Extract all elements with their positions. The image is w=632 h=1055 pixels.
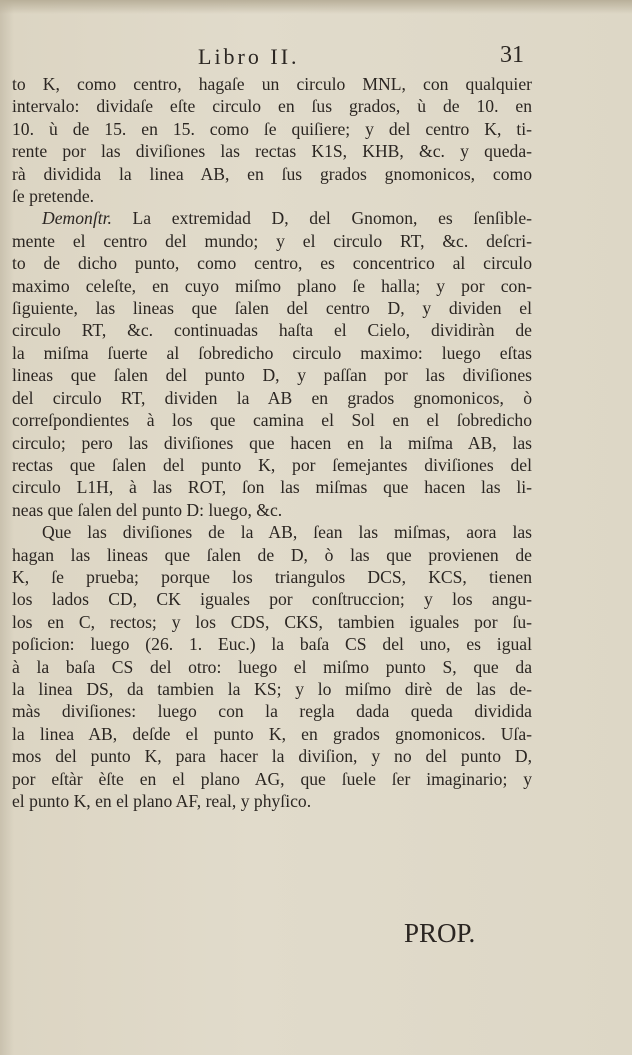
catchword: PROP. [404,918,476,948]
paragraph-first-line [12,207,532,229]
text-line: por eſtàr èſte en el plano AG, que ſuele ſer imaginario; y [12,768,532,789]
text-line: rectas que ſalen del punto K, por ſemejantes diviſiones del [12,454,532,475]
text-line-segment: La extremidad D, del Gnomon, es ſenſible- [132,208,532,229]
text-line: la linea AB, deſde el punto K, en grados gnomonicos. Uſa- [12,723,532,744]
text-line: poſicion: luego (26. 1. Euc.) la baſa CS del uno, es igual [12,634,532,655]
text-line: 10. ù de 15. en 15. como ſe quiſiere; y del centro K, ti- [12,118,532,139]
text-line: K, ſe prueba; porque los triangulos DCS, KCS, tienen [12,566,532,587]
text-line: correſpondientes à los que camina el Sol en el ſobredicho [12,410,532,431]
text-line: to K, como centro, hagaſe un circulo MNL, con qualquier [12,74,532,94]
demonstration-label: Demonſtr. [42,208,112,229]
text-line: circulo L1H, à las ROT, ſon las miſmas que hacen las li- [12,477,532,498]
text-line: mos del punto K, para hacer la diviſion, y no del punto D, [12,746,532,767]
text-line: circulo RT, &c. continuadas haſta el Cielo, dividiràn de [12,320,532,341]
page-number: 31 [500,42,524,68]
text-line: la linea DS, da tambien la KS; y lo miſmo dirè de las de- [12,678,532,699]
text-line: ſe pretende. [12,186,95,207]
text-line: maximo celeſte, en cuyo miſmo plano ſe halla; y por con- [12,275,532,296]
text-line: mente el centro del mundo; y el circulo RT, &c. deſcri- [12,230,532,251]
text-line: neas que ſalen del punto D: luego, &c. [12,499,283,520]
text-line: Que las diviſiones de la AB, ſean las miſmas, aora las [42,522,532,543]
text-line: rà dividida la linea AB, en ſus grados gnomonicos, como [12,163,532,184]
text-line: à la baſa CS del otro: luego el miſmo punto S, que da [12,656,532,677]
text-line: la miſma ſuerte al ſobredicho circulo maximo: luego eſtas [12,342,532,363]
page-header [0,42,632,72]
text-line: lineas que ſalen del punto D, y paſſan por las diviſiones [12,365,532,386]
text-line: del circulo RT, dividen la AB en grados gnomonicos, ò [12,387,532,408]
text-line: circulo; pero las diviſiones que hacen en la miſma AB, las [12,432,532,453]
text-line: rente por las diviſiones las rectas K1S, KHB, &c. y queda- [12,141,532,162]
text-line: los lados CD, CK iguales por conſtruccion; y los angu- [12,589,532,610]
text-line: màs diviſiones: luego con la regla dada queda dividida [12,701,532,722]
running-head: Libro II. [198,44,300,69]
text-line: los en C, rectos; y los CDS, CKS, tambien iguales por ſu- [12,611,532,632]
text-line: intervalo: dividaſe eſte circulo en ſus grados, ù de 10. en [12,96,532,117]
text-line: hagan las lineas que ſalen de D, ò las que provienen de [12,544,532,565]
text-line: to de dicho punto, como centro, es concentrico al circulo [12,253,532,274]
text-line: el punto K, en el plano AF, real, y phyſico. [12,791,312,811]
body-text [12,73,532,812]
text-line: ſiguiente, las lineas que ſalen del centro D, y dividen el [12,298,532,319]
